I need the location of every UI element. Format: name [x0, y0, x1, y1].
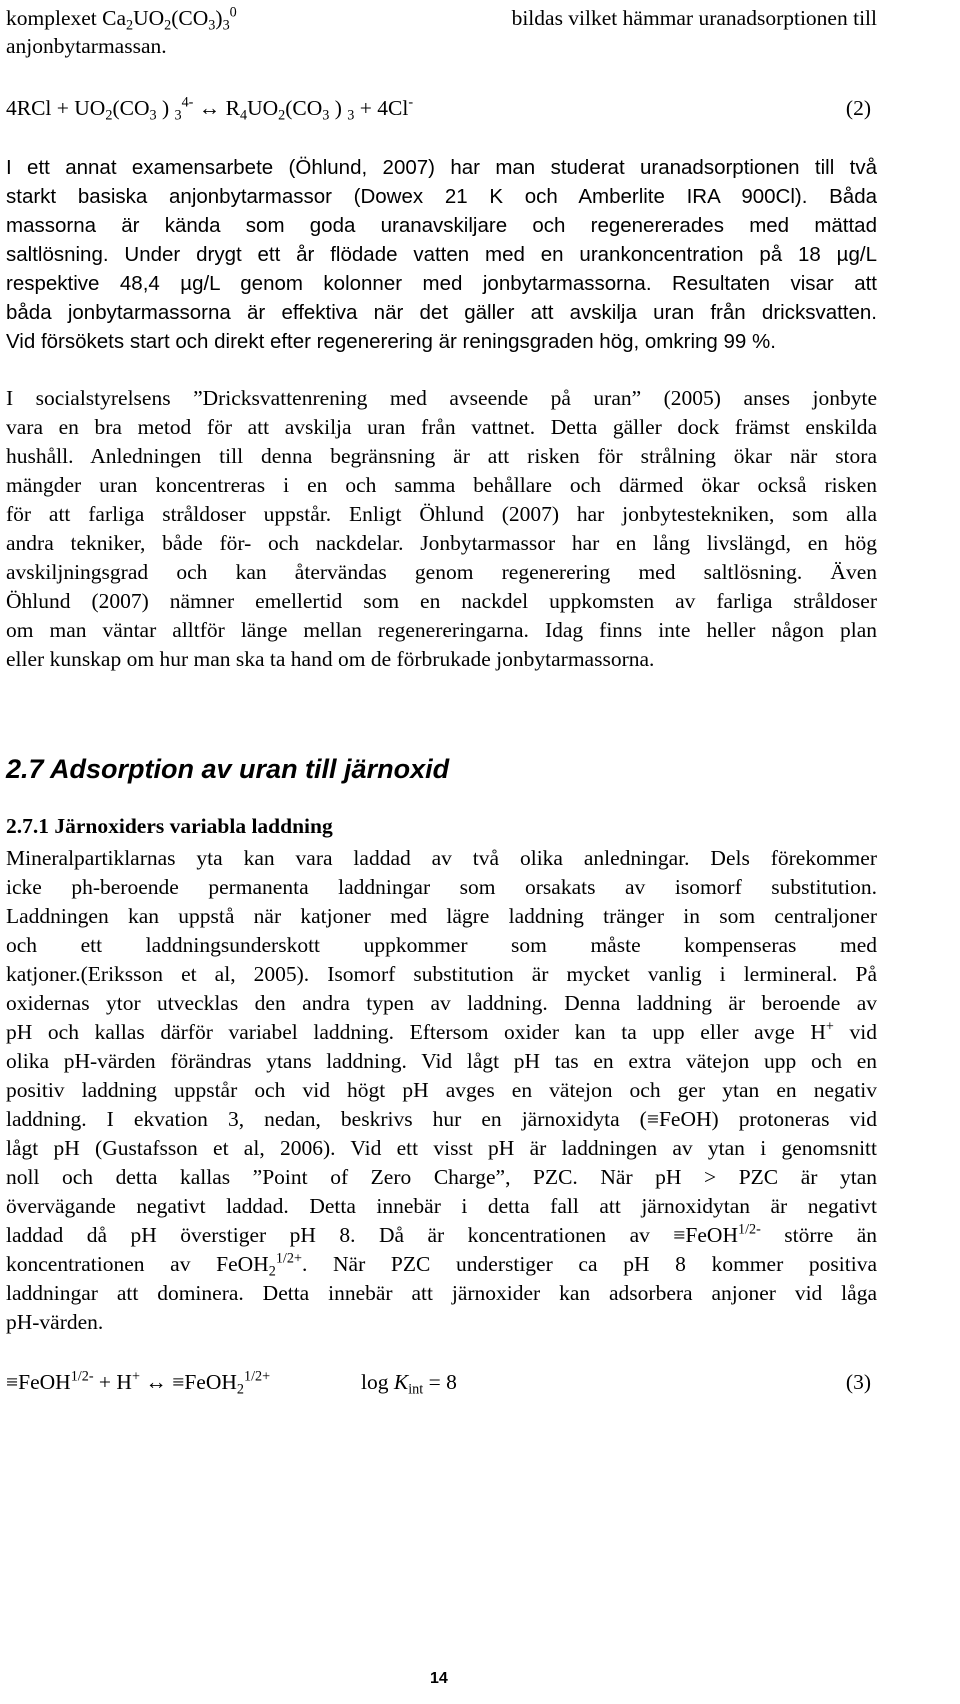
equation-3-log: $\log K_{int} = 8$	[361, 1370, 457, 1398]
para3-line: pH och kallas därför variabel laddning. Eftersom oxider kan ta upp eller avge H+ vid	[6, 1018, 877, 1044]
subsection-heading: 2.7.1 Järnoxiders variabla laddning	[6, 814, 333, 838]
para2-line: I socialstyrelsens ”Dricksvattenrening med avseende på uran” (2005) anses jonbyte	[6, 386, 877, 410]
para2-line: hushåll. Anledningen till denna begränsning är att risken för strålning ökar när stora	[6, 444, 877, 468]
equation-number: (3)	[845, 1370, 871, 1394]
para2-line: eller kunskap om hur man ska ta hand om de förbrukade jonbytarmassorna.	[6, 647, 655, 671]
para1-line: respektive 48,4 µg/L genom kolonner med jonbytarmassorna. Resultaten visar att	[6, 272, 877, 295]
text-line: komplexet $Ca_2UO_2(CO_3)_3^0$ bildas vilket hämmar uranadsorptionen till	[6, 4, 877, 34]
para2-line: vara en bra metod för att avskilja uran från vattnet. Detta gäller dock främst enskilda	[6, 415, 877, 439]
equation-number: (2)	[845, 96, 871, 120]
para3-line: Laddningen kan uppstå när katjoner med lägre laddning tränger in som centraljoner	[6, 904, 877, 928]
text-line: anjonbytarmassan.	[6, 34, 167, 58]
para1-line: massorna är kända som goda uranavskiljare och regenererades med mättad	[6, 214, 877, 237]
equation-3: ≡FeOH$^{1/2-}$ + H+ ↔ ≡FeOH$_2^{1/2+}$ $\log K_{int} = 8$ (3)	[6, 1368, 871, 1398]
para1-line: starkt basiska anjonbytarmassor (Dowex 21 K och Amberlite IRA 900Cl). Båda	[6, 185, 877, 208]
para1-line: I ett annat examensarbete (Öhlund, 2007) har man studerat uranadsorptionen till två	[6, 156, 877, 179]
para3-line: icke ph-beroende permanenta laddningar som orsakats av isomorf substitution.	[6, 875, 877, 899]
para3-line: övervägande negativt laddad. Detta innebär i detta fall att järnoxidytan är negativt	[6, 1194, 877, 1218]
page-number: 14	[430, 1670, 448, 1687]
para3-line: oxidernas ytor utvecklas den andra typen av laddning. Denna laddning är beroende av	[6, 991, 877, 1015]
para3-line: olika pH-värden förändras ytans laddning. Vid lågt pH tas en extra vätejon upp och en	[6, 1049, 877, 1073]
para2-line: andra tekniker, både för- och nackdelar. Jonbytarmassor har en lång livslängd, en hög	[6, 531, 877, 555]
text-line-right: bildas vilket hämmar uranadsorptionen till	[511, 6, 877, 30]
para1-line: saltlösning. Under drygt ett år flödade vatten med en urankoncentration på 18 µg/L	[6, 243, 877, 266]
para3-line: Mineralpartiklarnas yta kan vara laddad av två olika anledningar. Dels förekommer	[6, 846, 877, 870]
para3-line: laddning. I ekvation 3, nedan, beskrivs hur en järnoxidyta (≡FeOH) protoneras vid	[6, 1107, 877, 1131]
para3-line: katjoner.(Eriksson et al, 2005). Isomorf substitution är mycket vanlig i lermineral. På	[6, 962, 877, 986]
para3-line: noll och detta kallas ”Point of Zero Charge”, PZC. När pH > PZC är ytan	[6, 1165, 877, 1189]
para1-line: båda jonbytarmassorna är effektiva när det gäller att avskilja uran från dricksvatten.	[6, 301, 877, 324]
para3-line: och ett laddningsunderskott uppkommer som måste kompenseras med	[6, 933, 877, 957]
para2-line: Öhlund (2007) nämner emellertid som en nackdel uppkomsten av farliga stråldoser	[6, 589, 877, 613]
para2-line: om man väntar alltför länge mellan regenereringarna. Idag finns inte heller någon plan	[6, 618, 877, 642]
para1-line: Vid försökets start och direkt efter regenerering är reningsgraden hög, omkring 99 %.	[6, 330, 776, 353]
para3-line: koncentrationen av FeOH$_2^{1/2+}$. När PZC understiger ca pH 8 kommer positiva	[6, 1250, 877, 1280]
para2-line: mängder uran koncentreras i en och samma behållare och därmed ökar också risken	[6, 473, 877, 497]
para3-line: lågt pH (Gustafsson et al, 2006). Vid ett visst pH är laddningen av ytan i genomsnitt	[6, 1136, 877, 1160]
section-heading: 2.7 Adsorption av uran till järnoxid	[6, 754, 450, 784]
equation-2: $4RCl + UO_2(CO_3$ ) $_3^{4-}$ ↔ $R_4UO_2(CO_3$ ) $_3$ + 4Cl- (2)	[6, 94, 871, 124]
para2-line: avskiljningsgrad och kan återvändas genom regenerering med saltlösning. Även	[6, 560, 877, 584]
para3-line: positiv laddning uppstår och vid högt pH avges en vätejon och ger ytan en negativ	[6, 1078, 877, 1102]
para3-line: laddningar att dominera. Detta innebär att järnoxider kan adsorbera anjoner vid låga	[6, 1281, 877, 1305]
para2-line: för att farliga stråldoser uppstår. Enligt Öhlund (2007) har jonbytestekniken, som alla	[6, 502, 877, 526]
para3-line: laddad då pH överstiger pH 8. Då är koncentrationen av ≡FeOH$^{1/2-}$ större än	[6, 1221, 877, 1247]
para3-line: pH-värden.	[6, 1310, 104, 1334]
